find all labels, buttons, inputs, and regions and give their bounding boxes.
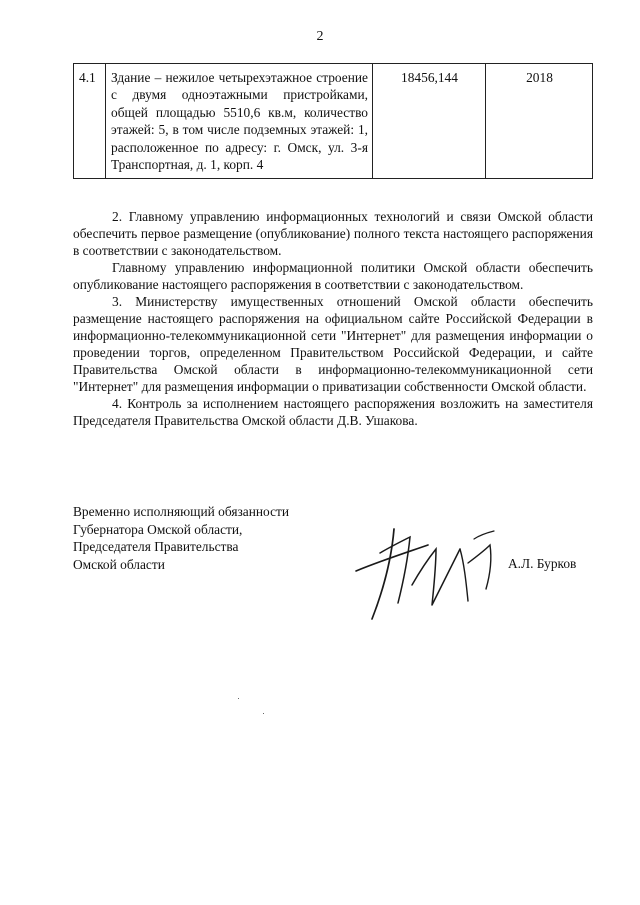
table-row — [74, 64, 593, 179]
scan-speck — [263, 713, 264, 714]
item-description: Здание – нежилое четырехэтажное строение с двумя одноэтажными пристройками, общей площадью 5510,6 кв.м, количество этажей: 5, в том числе подземных этажей: 1, расположенное по адресу: г. Омск, ул. 3-я Транспортная, д. 1, корп. 4 — [106, 64, 373, 179]
paragraph-2: 2. Главному управлению информационных технологий и связи Омской области обеспечить первое размещение (опубликование) полного текста настоящего распоряжения в соответствии с законодательством. — [73, 209, 593, 258]
paragraph-4: 4. Контроль за исполнением настоящего распоряжения возложить на заместителя Председателя Правительства Омской области Д.В. Ушакова. — [73, 396, 593, 428]
signatory-title-line: Временно исполняющий обязанности — [73, 504, 290, 519]
item-year: 2018 — [486, 64, 593, 179]
signatory-title-line: Омской области — [73, 556, 165, 572]
paragraph-3: 3. Министерству имущественных отношений Омской области обеспечить размещение настоящего распоряжения на официальном сайте Российской Федерации в информационно-телекоммуникационной сети "Интернет" для размещения информации о проведении торгов, определенном Правительством Российской Федерации, и сайте Правительства Омской области в информационно-телекоммуникационной сети "Интернет" для размещения информации о приватизации собственности Омской области. — [73, 294, 593, 394]
scan-speck — [238, 698, 239, 699]
paragraph-2-continued: Главному управлению информационной политики Омской области обеспечить опубликование настоящего распоряжения в соответствии с законодательством. — [73, 260, 593, 292]
item-number: 4.1 — [74, 64, 106, 179]
item-value: 18456,144 — [373, 64, 486, 179]
signer-name: А.Л. Бурков — [508, 556, 577, 571]
signatory-title — [73, 503, 289, 573]
body-text — [73, 208, 593, 429]
handwritten-signature — [350, 523, 510, 623]
signatory-title-line: Председателя Правительства — [73, 539, 239, 554]
page-number: 2 — [316, 29, 324, 44]
property-table — [73, 63, 593, 179]
signatory-title-line: Губернатора Омской области, — [73, 521, 243, 537]
